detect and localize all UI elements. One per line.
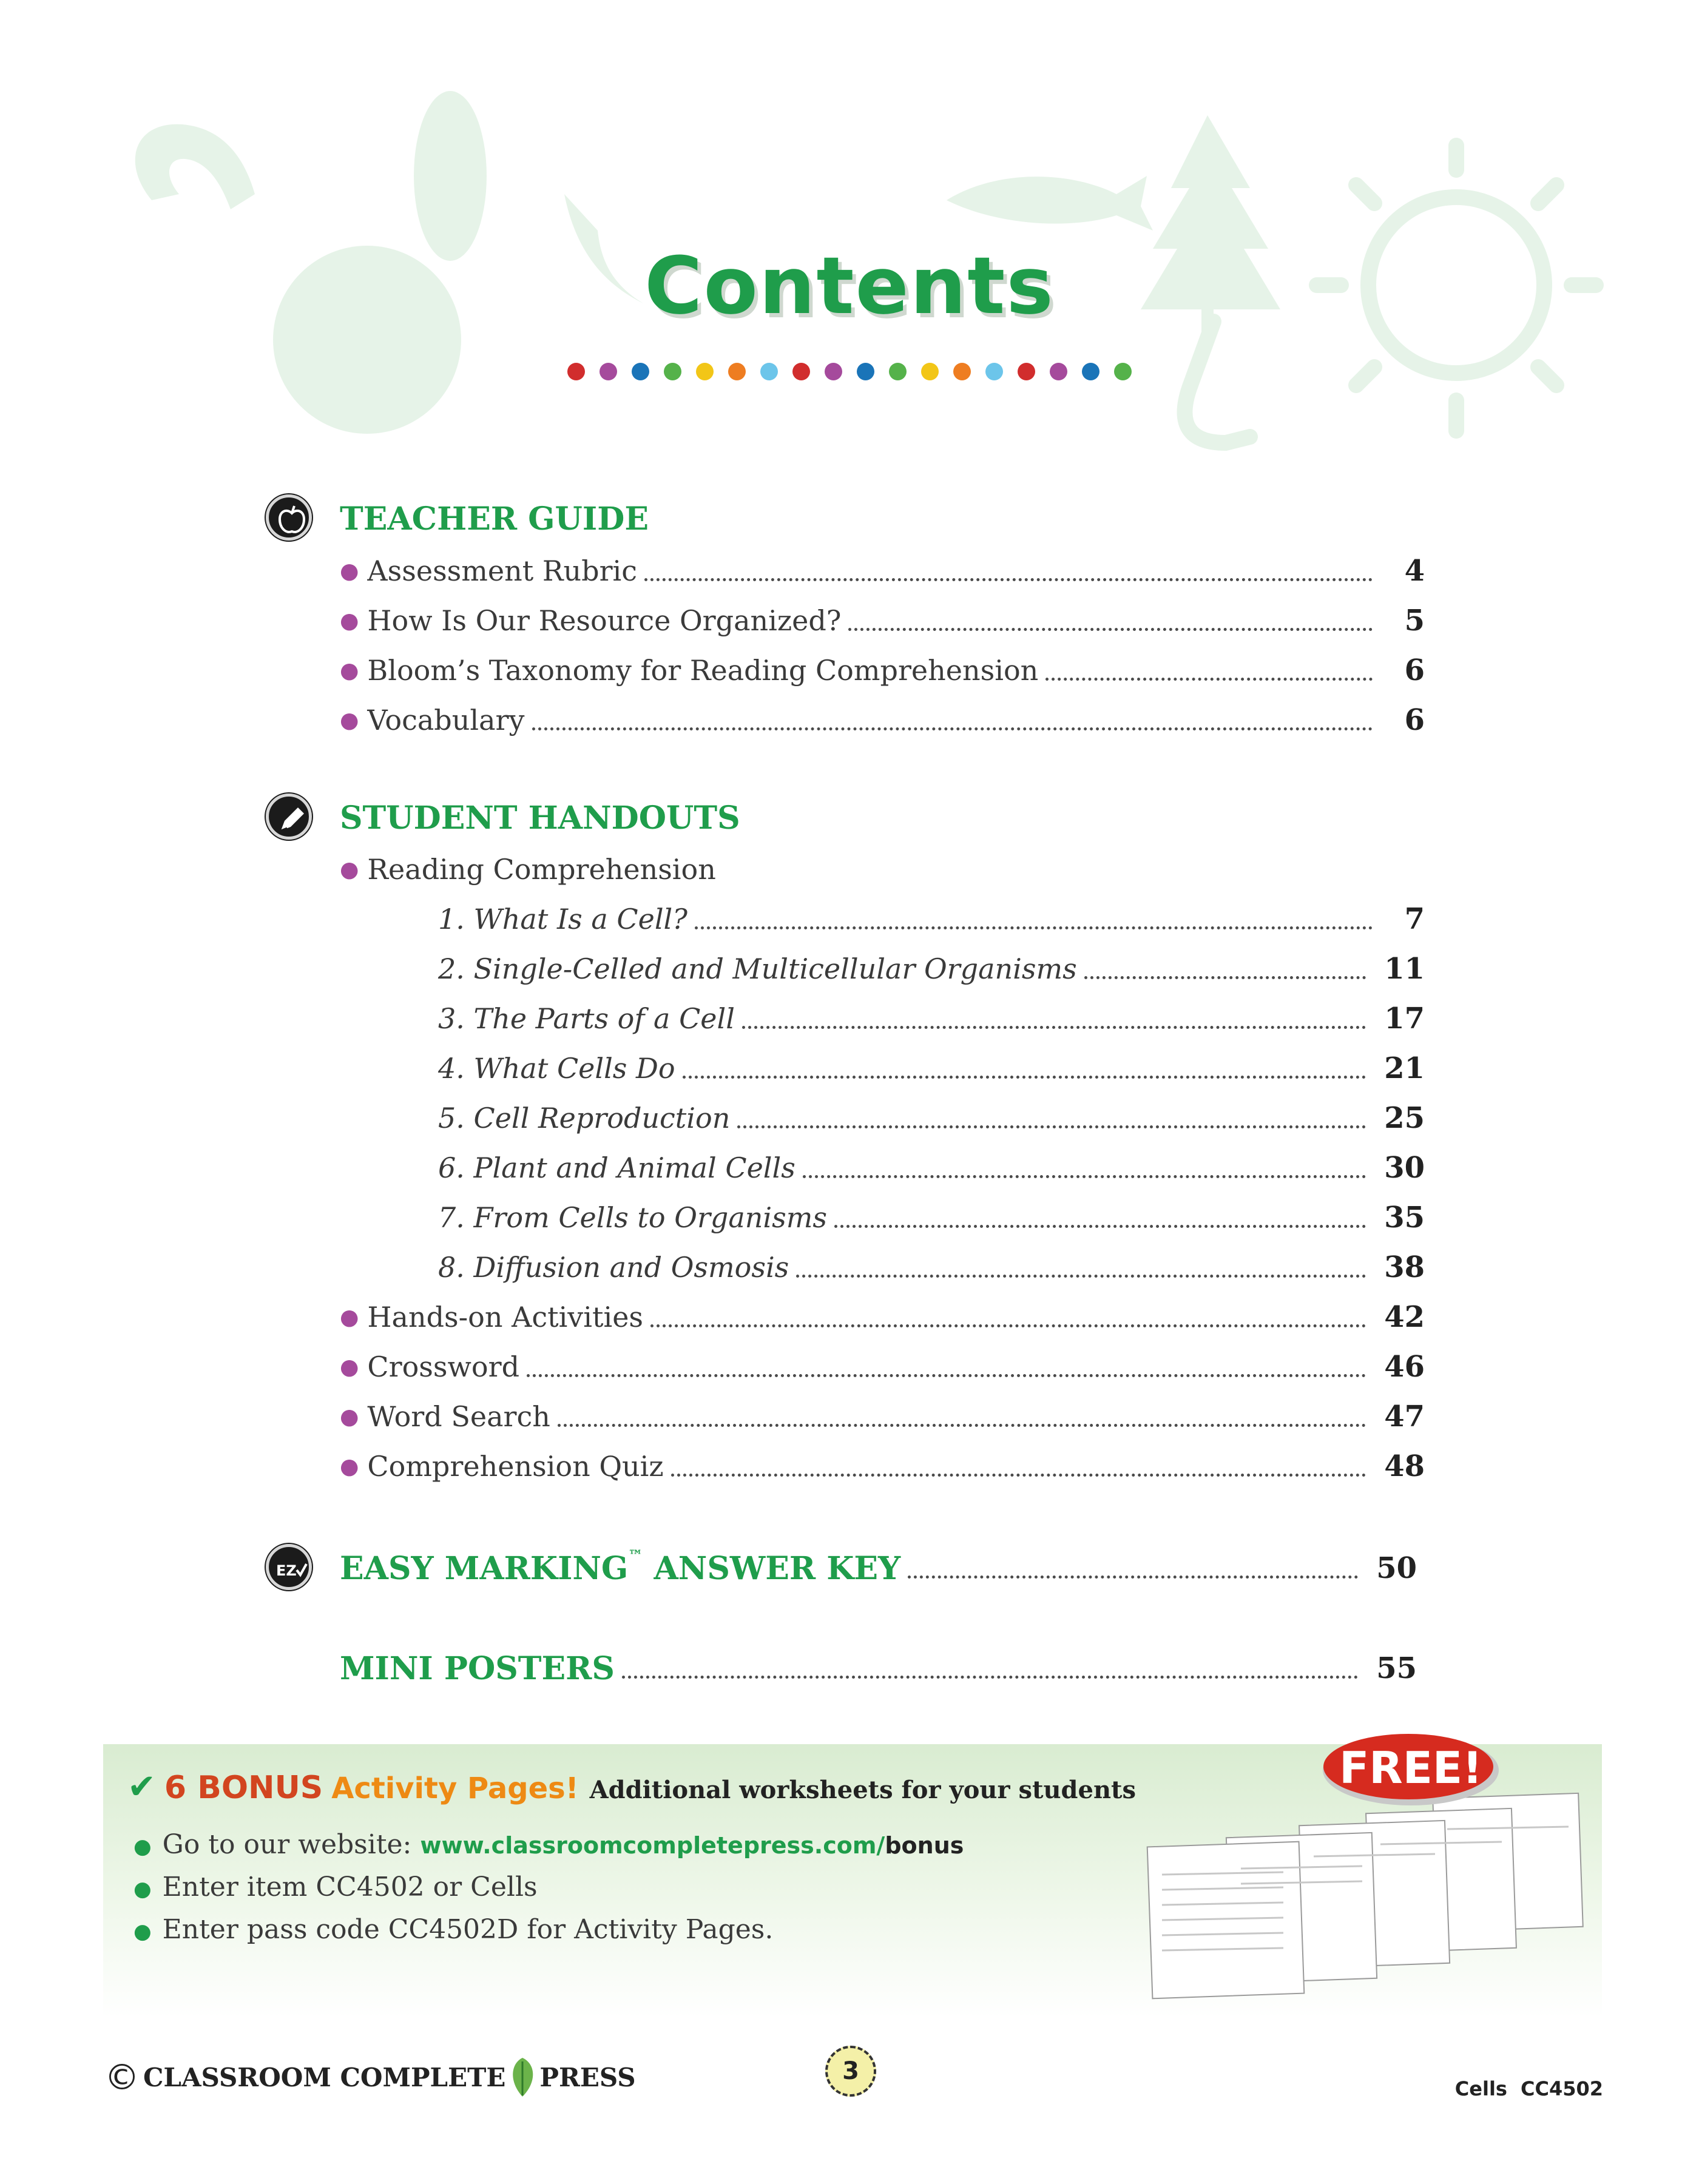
bullet-icon: ● <box>133 1919 152 1944</box>
dot-leader <box>742 1026 1366 1029</box>
magnet-icon <box>135 124 255 209</box>
color-dot <box>953 363 971 380</box>
color-dot <box>889 363 907 380</box>
color-dot <box>632 363 649 380</box>
dot-leader <box>558 1424 1366 1427</box>
svg-text:EZ: EZ <box>276 1562 297 1579</box>
color-dot <box>567 363 585 380</box>
toc-entry[interactable]: ● Word Search 47 <box>340 1400 1425 1434</box>
dot-leader <box>695 926 1373 929</box>
worksheet-thumbnails <box>1144 1784 1593 2002</box>
color-dot <box>1114 363 1132 380</box>
toc-entry[interactable]: ● Bloom’s Taxonomy for Reading Comprehension 6 <box>340 653 1425 687</box>
color-dot <box>664 363 681 380</box>
dot-leader <box>671 1474 1366 1477</box>
color-dot <box>600 363 617 380</box>
bullet-icon: ● <box>133 1835 152 1859</box>
color-dot-divider <box>0 363 1699 380</box>
dot-leader <box>683 1076 1366 1079</box>
color-dot <box>1050 363 1067 380</box>
color-dot <box>1018 363 1035 380</box>
color-dot <box>857 363 874 380</box>
color-dot <box>760 363 778 380</box>
color-dot <box>728 363 746 380</box>
pencil-icon <box>266 794 312 840</box>
checkmark-icon: ✔ <box>127 1767 156 1807</box>
mini-posters-entry[interactable]: MINI POSTERS 55 <box>340 1650 1417 1687</box>
dot-leader <box>848 628 1373 631</box>
toc-subentry[interactable]: 6. Plant and Animal Cells 30 <box>438 1151 1425 1185</box>
dot-leader <box>532 727 1373 730</box>
toc-entry[interactable]: ● Vocabulary 6 <box>340 703 1425 737</box>
toc-subentry[interactable]: 7. From Cells to Organisms 35 <box>438 1201 1425 1235</box>
dot-leader <box>737 1125 1366 1128</box>
bonus-heading: ✔ 6 BONUS Activity Pages! Additional worksheets for your students <box>127 1767 1137 1807</box>
page-number: 3 <box>825 2046 876 2097</box>
bullet-icon: ● <box>340 658 359 683</box>
answer-key-entry[interactable]: EASY MARKING™ ANSWER KEY 50 <box>340 1546 1417 1587</box>
bullet-icon: ● <box>340 1454 359 1479</box>
bullet-icon: ● <box>340 707 359 733</box>
toc-subentry[interactable]: 8. Diffusion and Osmosis 38 <box>438 1250 1425 1284</box>
bullet-icon: ● <box>340 1304 359 1330</box>
bonus-item-line: ● Enter item CC4502 or Cells <box>133 1872 538 1903</box>
dot-leader <box>908 1576 1358 1579</box>
book-code: Cells CC4502 <box>1454 2077 1603 2100</box>
teacher-guide-heading: TEACHER GUIDE <box>340 500 649 538</box>
bullet-icon: ● <box>340 1354 359 1380</box>
dot-leader <box>1045 678 1373 681</box>
dot-leader <box>527 1374 1366 1377</box>
toc-entry[interactable]: ● Comprehension Quiz 48 <box>340 1449 1425 1483</box>
bonus-url-link[interactable]: www.classroomcompletepress.com/bonus <box>420 1832 964 1859</box>
color-dot <box>825 363 842 380</box>
toc-entry[interactable]: ● Hands-on Activities 42 <box>340 1300 1425 1334</box>
flask-icon <box>1185 322 1251 443</box>
toc-subentry[interactable]: 4. What Cells Do 21 <box>438 1051 1425 1085</box>
dot-leader <box>796 1275 1366 1278</box>
dot-leader <box>622 1676 1358 1679</box>
toc-subentry[interactable]: 1. What Is a Cell? 7 <box>438 902 1425 936</box>
bullet-icon: ● <box>340 608 359 633</box>
toc-subentry[interactable]: 2. Single-Celled and Multicellular Organisms 11 <box>438 952 1425 986</box>
dot-leader <box>803 1175 1366 1178</box>
leaf-logo-icon <box>505 2055 539 2099</box>
bullet-icon: ● <box>340 558 359 584</box>
toc-subentry[interactable]: 5. Cell Reproduction 25 <box>438 1101 1425 1135</box>
student-handouts-heading: STUDENT HANDOUTS <box>340 799 740 837</box>
free-label: FREE! <box>1339 1742 1482 1793</box>
corn-icon <box>414 91 487 261</box>
bonus-passcode-line: ● Enter pass code CC4502D for Activity Pages. <box>133 1914 774 1945</box>
publisher-logo: © CLASSROOM COMPLETE PRESS <box>104 2057 636 2098</box>
apple-icon <box>266 494 312 541</box>
bonus-website-line: ● Go to our website: www.classroomcompletepress.com/bonus <box>133 1829 964 1860</box>
bullet-icon: ● <box>133 1877 152 1901</box>
dot-leader <box>834 1225 1366 1228</box>
toc-entry[interactable]: ● How Is Our Resource Organized? 5 <box>340 604 1425 638</box>
color-dot <box>1082 363 1099 380</box>
bullet-icon: ● <box>340 857 359 882</box>
fish-icon <box>947 176 1153 231</box>
toc-subentry[interactable]: 3. The Parts of a Cell 17 <box>438 1002 1425 1036</box>
dot-leader <box>1084 976 1366 979</box>
color-dot <box>696 363 714 380</box>
ez-check-icon <box>266 1544 312 1590</box>
bullet-icon: ● <box>340 1404 359 1429</box>
color-dot <box>792 363 810 380</box>
dot-leader <box>644 578 1373 581</box>
color-dot <box>985 363 1003 380</box>
toc-entry[interactable]: ● Crossword 46 <box>340 1350 1425 1384</box>
toc-entry[interactable]: ● Assessment Rubric 4 <box>340 554 1425 588</box>
color-dot <box>921 363 939 380</box>
dot-leader <box>650 1324 1366 1327</box>
toc-entry-reading-comprehension[interactable]: ● Reading Comprehension <box>340 853 716 886</box>
page-title: Contents <box>644 240 1055 332</box>
